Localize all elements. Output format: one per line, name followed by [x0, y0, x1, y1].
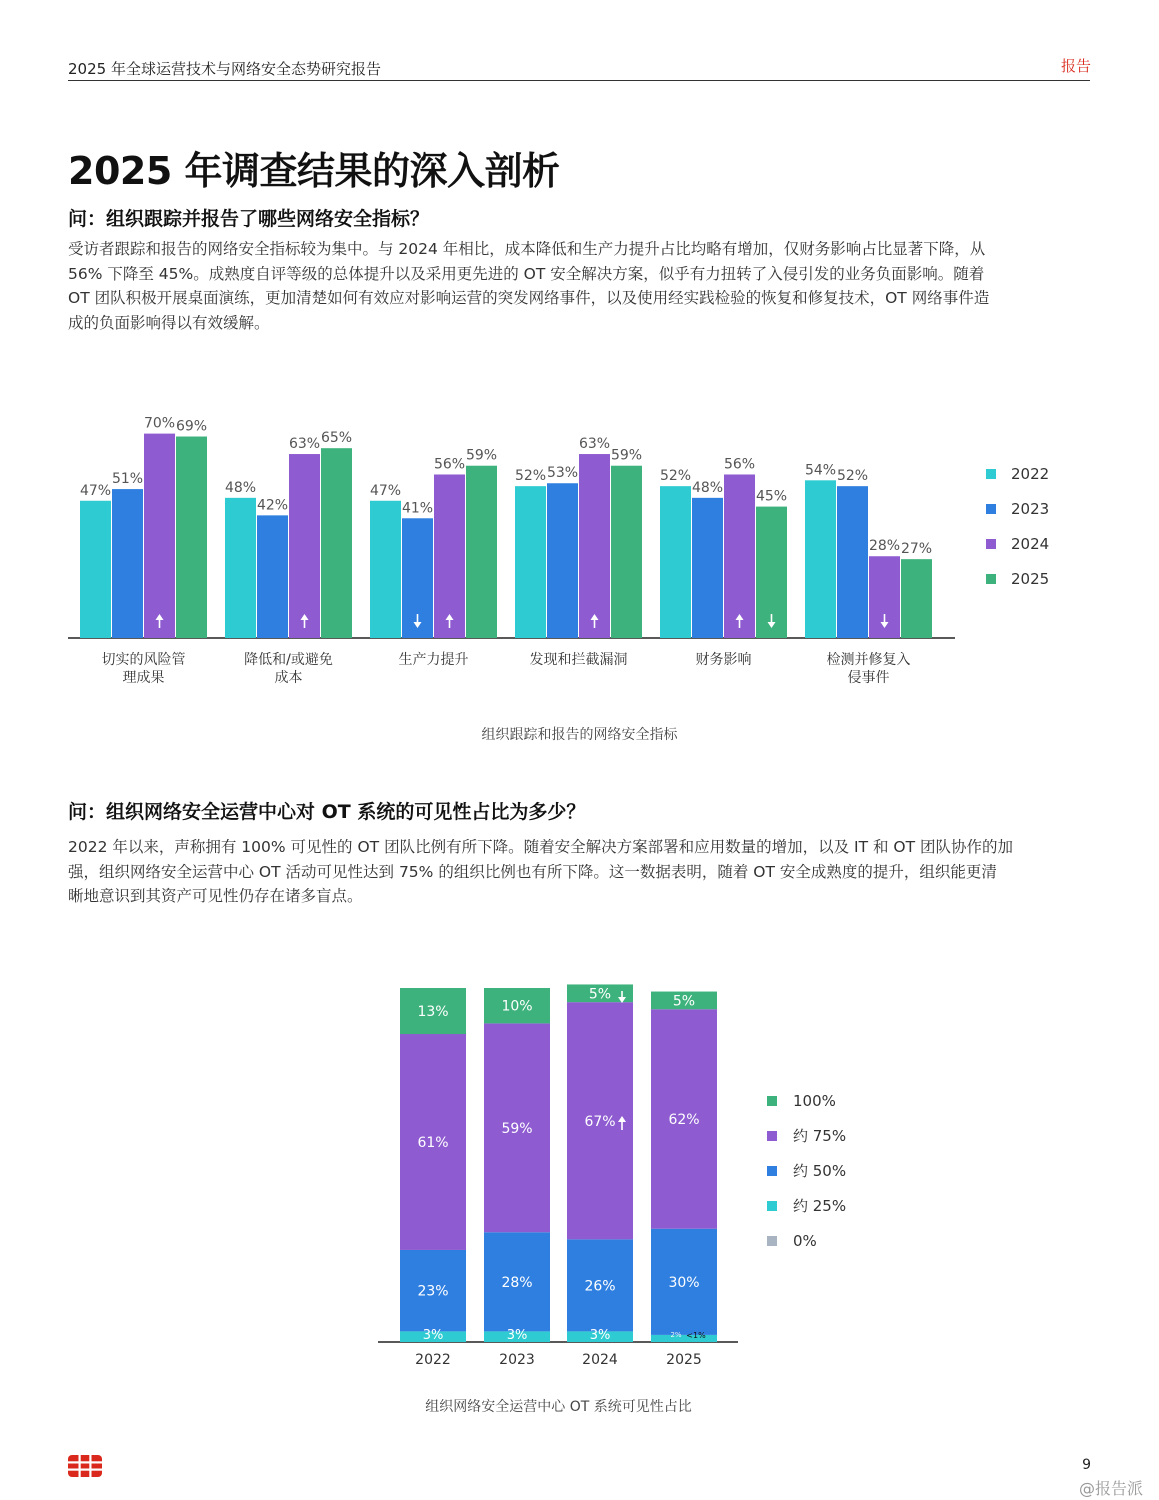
legend-label: 2022 — [1011, 465, 1050, 483]
bar-value-label: 42% — [256, 497, 289, 514]
legend-label: 2025 — [1011, 570, 1050, 588]
category-label: 2024 — [582, 1352, 618, 1368]
paragraph-line: 56% 下降至 45%。成熟度自评等级的总体提升以及采用更先进的 OT 安全解决方案，似乎有力扭转了入侵引发的业务负面影响。随着 — [68, 264, 985, 283]
bar-value-label: 70% — [143, 415, 176, 432]
bar-value-label: 41% — [401, 500, 434, 517]
category-label: 降低和/或避免 — [244, 652, 333, 668]
bar-value-label: 28% — [868, 538, 901, 555]
bar-value-label: 52% — [514, 468, 547, 485]
segment-label: 13% — [417, 1004, 449, 1021]
section2-question: 问：组织网络安全运营中心对 OT 系统的可见性占比为多少？ — [68, 801, 586, 823]
legend-swatch — [986, 539, 996, 549]
segment-label: 10% — [501, 998, 533, 1015]
header-title: 2025 年全球运营技术与网络安全态势研究报告 — [68, 60, 381, 78]
segment-label: 61% — [417, 1134, 449, 1151]
segment-label: 59% — [501, 1120, 533, 1137]
bar — [611, 466, 642, 638]
legend-swatch — [767, 1166, 777, 1176]
bar-value-label: 45% — [755, 488, 788, 505]
bar — [289, 454, 320, 638]
section2-paragraph — [68, 835, 1088, 909]
bar — [144, 434, 175, 638]
page-number: 9 — [1082, 1457, 1091, 1473]
bar-value-label: 48% — [691, 479, 724, 496]
bar-value-label: 54% — [804, 462, 837, 479]
segment-label: 3% — [422, 1328, 444, 1343]
metrics-bar-chart — [0, 380, 1159, 710]
segment-label: 3% — [589, 1328, 611, 1343]
bar-value-label: 63% — [288, 436, 321, 453]
bar-value-label: 52% — [659, 468, 692, 485]
category-label: 检测并修复入 — [826, 652, 911, 668]
chart2-caption: 组织网络安全运营中心 OT 系统可见性占比 — [425, 1399, 692, 1415]
segment-label: 26% — [584, 1278, 616, 1295]
header-tag: 报告 — [1060, 57, 1091, 75]
bar — [434, 474, 465, 638]
category-label: 切实的风险管 — [101, 652, 186, 668]
legend-swatch — [986, 504, 996, 514]
segment-label: 23% — [417, 1283, 449, 1300]
bar-value-label: 69% — [175, 418, 208, 435]
chart1-caption: 组织跟踪和报告的网络安全指标 — [481, 727, 678, 743]
segment-label: 28% — [501, 1274, 533, 1291]
legend-swatch — [986, 574, 996, 584]
category-label: 发现和拦截漏洞 — [529, 652, 628, 668]
section1-paragraph — [68, 237, 1088, 335]
legend-label: 约 75% — [793, 1127, 847, 1145]
bar — [225, 498, 256, 638]
bar-value-label: 59% — [610, 447, 643, 464]
category-label: 2022 — [415, 1352, 451, 1368]
legend-swatch — [767, 1131, 777, 1141]
bar-value-label: 56% — [723, 456, 756, 473]
bar — [901, 559, 932, 638]
segment-label: 30% — [668, 1274, 700, 1291]
paragraph-line: 受访者跟踪和报告的网络安全指标较为集中。与 2024 年相比，成本降低和生产力提升占比均略有增加，仅财务影响占比显著下降，从 — [68, 240, 986, 258]
paragraph-line: 成的负面影响得以有效缓解。 — [68, 313, 270, 332]
segment-label: 2% — [670, 1331, 682, 1339]
segment-label: 62% — [668, 1111, 700, 1128]
segment-label: 67% — [584, 1113, 616, 1130]
bar — [724, 474, 755, 638]
legend-swatch — [767, 1201, 777, 1211]
legend-label: 100% — [793, 1092, 836, 1110]
brand-logo-icon — [68, 1455, 102, 1481]
category-label: 理成果 — [122, 670, 165, 686]
category-label: 成本 — [274, 670, 303, 686]
bar — [692, 498, 723, 638]
bar — [805, 480, 836, 638]
segment-label: 3% — [506, 1328, 528, 1343]
stack-segment — [651, 1335, 717, 1342]
bar — [176, 437, 207, 638]
legend-label: 0% — [793, 1232, 817, 1250]
bar — [257, 515, 288, 638]
bar-value-label: 59% — [465, 447, 498, 464]
bar — [837, 486, 868, 638]
paragraph-line: 2022 年以来，声称拥有 100% 可见性的 OT 团队比例有所下降。随着安全解决方案部署和应用数量的增加，以及 IT 和 OT 团队协作的加 — [68, 838, 1013, 856]
bar — [515, 486, 546, 638]
legend-swatch — [767, 1236, 777, 1246]
paragraph-line: 晰地意识到其资产可见性仍存在诸多盲点。 — [68, 887, 363, 905]
category-label: 财务影响 — [695, 652, 752, 668]
category-label: 侵事件 — [847, 670, 890, 686]
bar — [370, 501, 401, 638]
legend-label: 2024 — [1011, 535, 1050, 553]
bar-value-label: 56% — [433, 456, 466, 473]
bar-value-label: 47% — [369, 482, 402, 499]
category-label: 2023 — [499, 1352, 535, 1368]
section1-question: 问：组织跟踪并报告了哪些网络安全指标？ — [68, 208, 430, 230]
legend-label: 约 25% — [793, 1197, 847, 1215]
segment-label: 5% — [672, 993, 696, 1010]
visibility-stacked-chart — [0, 960, 1159, 1380]
watermark: @报告派 — [1078, 1479, 1143, 1498]
bar — [547, 483, 578, 638]
bar-value-label: 53% — [546, 465, 579, 482]
legend-label: 2023 — [1011, 500, 1050, 518]
page-title: 2025 年调查结果的深入剖析 — [68, 149, 560, 193]
legend-swatch — [767, 1096, 777, 1106]
bar-value-label: 27% — [900, 541, 933, 558]
legend-label: 约 50% — [793, 1162, 847, 1180]
bar-value-label: 48% — [224, 479, 257, 496]
paragraph-line: 强，组织网络安全运营中心 OT 活动可见性达到 75% 的组织比例也有所下降。这一数据表明，随着 OT 安全成熟度的提升，组织能更清 — [68, 862, 997, 881]
header-divider — [68, 80, 1090, 81]
bar-value-label: 52% — [836, 468, 869, 485]
segment-label: <1% — [686, 1331, 706, 1340]
bar — [466, 466, 497, 638]
bar — [112, 489, 143, 638]
bar — [80, 501, 111, 638]
legend-swatch — [986, 469, 996, 479]
bar — [579, 454, 610, 638]
category-label: 生产力提升 — [398, 652, 469, 668]
paragraph-line: OT 团队积极开展桌面演练，更加清楚如何有效应对影响运营的突发网络事件，以及使用经实践检验的恢复和修复技术，OT 网络事件造 — [68, 289, 990, 307]
category-label: 2025 — [666, 1352, 702, 1368]
bar-value-label: 63% — [578, 436, 611, 453]
bar-value-label: 65% — [320, 430, 353, 447]
bar-value-label: 51% — [111, 471, 144, 488]
segment-label: 5% — [588, 986, 612, 1003]
bar — [321, 448, 352, 638]
bar-value-label: 47% — [79, 482, 112, 499]
bar — [660, 486, 691, 638]
